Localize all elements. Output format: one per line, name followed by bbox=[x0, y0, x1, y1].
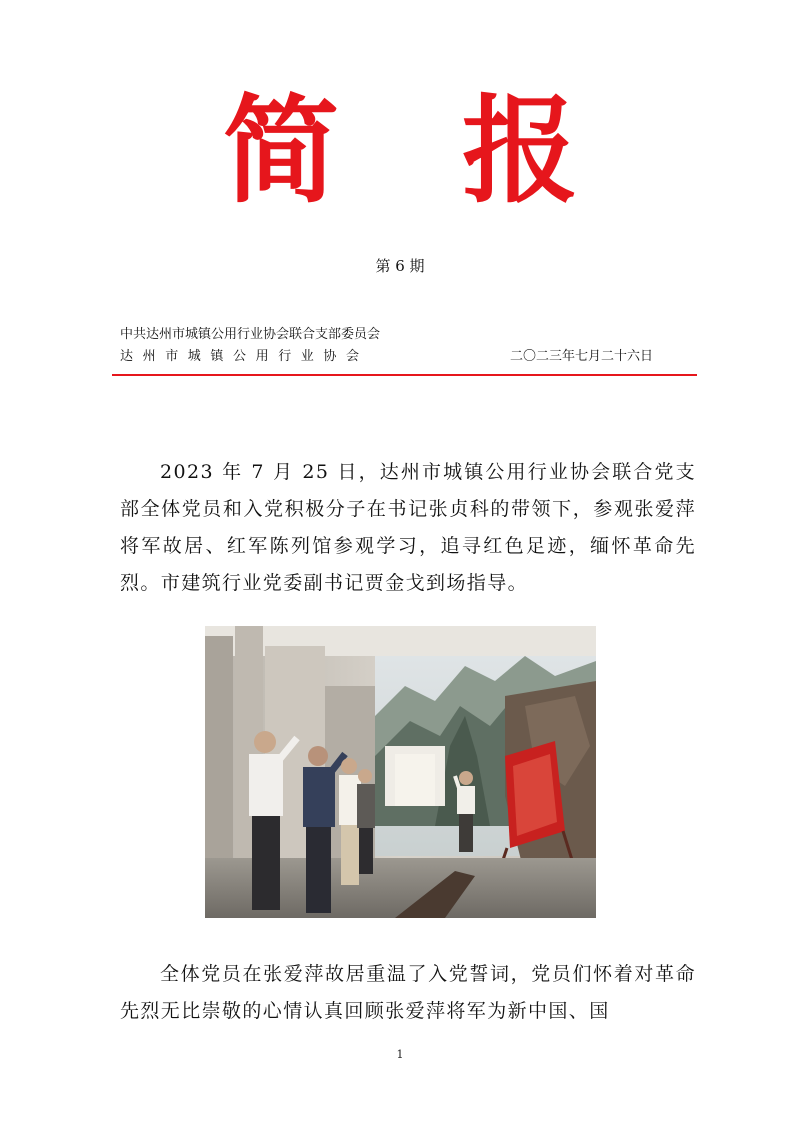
page-number: 1 bbox=[396, 1048, 404, 1061]
masthead-title-char-1: 简 bbox=[223, 84, 339, 219]
event-photo-illustration bbox=[205, 626, 596, 918]
header-divider bbox=[112, 374, 697, 376]
body-paragraph-1: 2023 年 7 月 25 日，达州市城镇公用行业协会联合党支部全体党员和入党积极分子在书记张贞科的带领下，参观张爱萍将军故居、红军陈列馆参观学习，追寻红色足迹，缅怀革命先烈。市建筑行业党委副书记贾金戈到场指导。 bbox=[120, 461, 696, 594]
org-name-association: 达州市城镇公用行业协会 bbox=[120, 349, 369, 364]
body-paragraph-2: 全体党员在张爱萍故居重温了入党誓词，党员们怀着对革命先烈无比崇敬的心情认真回顾张爱萍将军为新中国、国 bbox=[120, 963, 696, 1022]
event-photo bbox=[205, 626, 596, 918]
masthead-title-char-2: 报 bbox=[462, 84, 578, 219]
org-name-party-branch: 中共达州市城镇公用行业协会联合支部委员会 bbox=[120, 327, 381, 342]
issue-number: 第 6 期 bbox=[375, 257, 425, 275]
issue-date: 二〇二三年七月二十六日 bbox=[510, 349, 654, 364]
